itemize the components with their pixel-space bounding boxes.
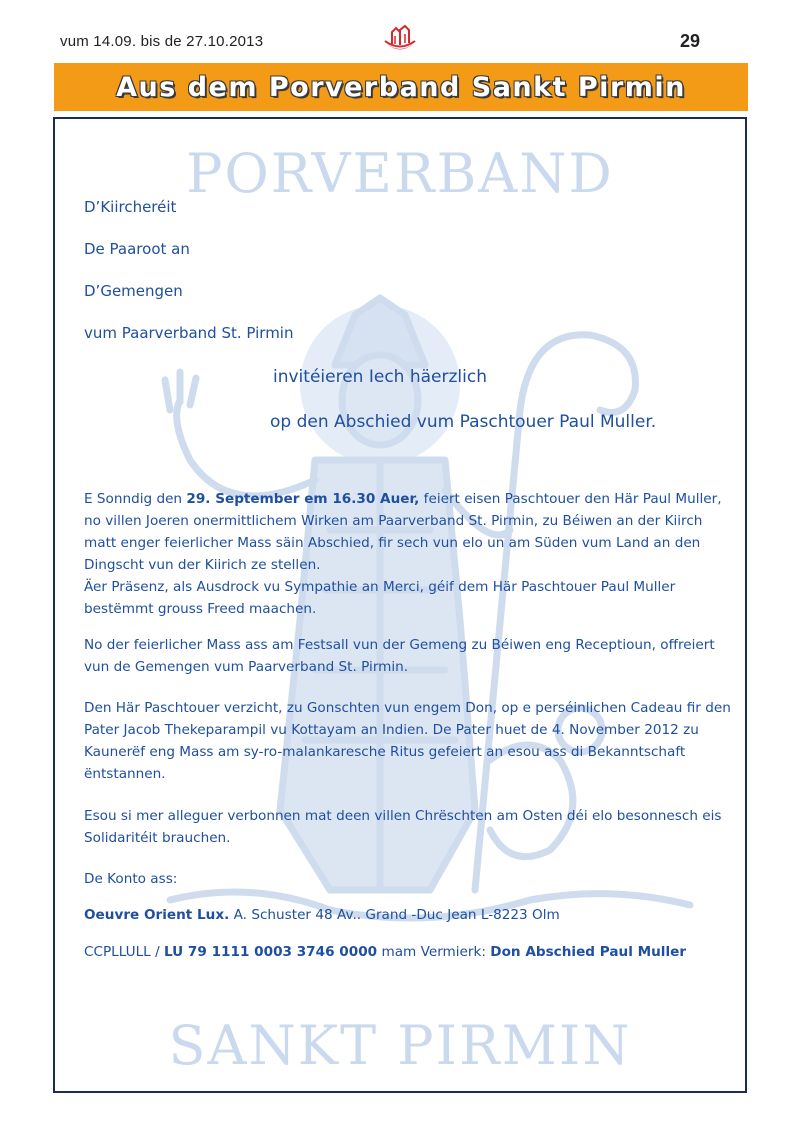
addressee-line: vum Paarverband St. Pirmin: [84, 324, 294, 342]
konto-label: De Konto ass:: [84, 871, 178, 887]
bank-details: [84, 941, 732, 963]
konto-name: Oeuvre Orient Lux.: [84, 907, 230, 923]
vermierk-value: Don Abschied Paul Muller: [490, 944, 687, 960]
invite-line-2: op den Abschied vum Paschtouer Paul Muller.: [270, 412, 657, 432]
mass-date-time: 29. September em 16.30 Auer,: [186, 491, 420, 507]
watermark-bottom-text: SANKT PIRMIN: [168, 1014, 632, 1077]
header-date-range: vum 14.09. bis de 27.10.2013: [60, 33, 264, 50]
bic-code: CCPLLULL /: [84, 944, 164, 960]
invite-line-1: invitéieren Iech häerzlich: [273, 367, 487, 387]
konto-address: A. Schuster 48 Av.. Grand -Duc Jean L-8223 Olm: [229, 907, 560, 923]
paragraph-solidarity: Esou si mer alleguer verbonnen mat deen villen Chrëschten am Osten déi elo besonnesch eis Solidaritéit brauchen.: [84, 808, 722, 846]
addressee-line: De Paaroot an: [84, 240, 190, 258]
paragraph-text: Äer Präsenz, als Ausdrock vu Sympathie an Merci, géif dem Här Paschtouer Paul Muller bestëmmt grouss Freed maachen.: [84, 579, 676, 617]
paragraph-reception: No der feierlicher Mass ass am Festsall vun der Gemeng zu Béiwen eng Receptioun, offreiert vun de Gemengen vum Paarverband St. Pirmin.: [84, 637, 715, 675]
paragraph-text: feiert eisen Paschtouer den Här Paul Muller, no villen Joeren onermittlichem Wirken am Paarverband St. Pirmin, zu Béiwen an der Kiirch matt enger feierlicher Mass säin Abschied, fir sech vun elo un am Süden vum Land an den Dingscht vun der Kiirich ze stellen.: [84, 491, 722, 573]
banner-title: Aus dem Porverband Sankt Pirmin: [116, 71, 686, 103]
iban-number: LU 79 1111 0003 3746 0000: [163, 944, 378, 960]
paragraph-text: E Sonndig den: [84, 491, 187, 507]
konto-details: [84, 904, 732, 926]
church-logo-icon: [383, 24, 417, 56]
addressee-line: D’Gemengen: [84, 282, 183, 300]
paragraph-mass-details: [84, 488, 732, 620]
vermierk-label: mam Vermierk:: [377, 944, 491, 960]
watermark-top-text: PORVERBAND: [186, 142, 614, 205]
page-number: 29: [680, 31, 701, 51]
addressee-line: D’Kiircheréit: [84, 198, 177, 216]
section-banner: [54, 63, 748, 111]
paragraph-donation: Den Här Paschtouer verzicht, zu Gonschten vun engem Don, op e perséinlichen Cadeau fir den Pater Jacob Thekeparampil vu Kottayam an Indien. De Pater huet de 4. November 2012 zu Kaunerëf eng Mass am sy-ro-malankaresche Ritus gefeiert an esou ass di Bekanntschaft ëntstannen.: [84, 700, 731, 782]
